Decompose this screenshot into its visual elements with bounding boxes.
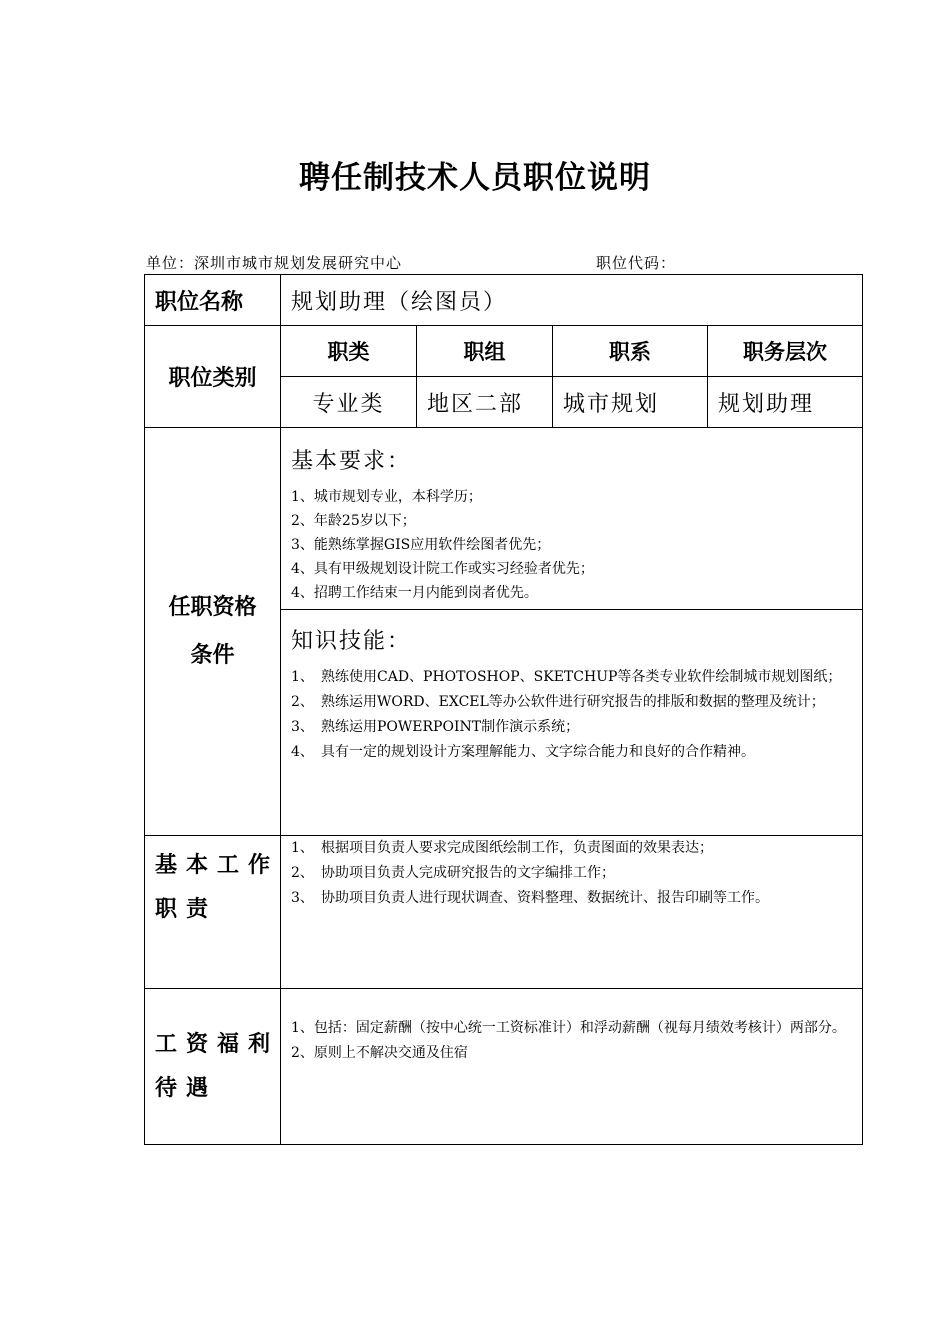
unit-line: 单位：深圳市城市规划发展研究中心 [146,254,403,272]
position-name-label: 职位名称 [145,275,281,326]
skill-item-text: 熟练使用CAD、PHOTOSHOP、SKETCHUP等各类专业软件绘制城市规划图纸； [321,669,842,685]
skill-item-text: 具有一定的规划设计方案理解能力、文字综合能力和良好的合作精神。 [321,744,755,760]
document-title: 聘任制技术人员职位说明 [299,160,651,196]
basic-requirements-row [145,428,863,610]
salary-label-line1: 工资福利 [155,1031,280,1057]
skill-item-text: 熟练运用POWERPOINT制作演示系统； [321,719,580,735]
position-name-row [145,275,863,326]
qualifications-label-line1: 任职资格 [168,594,257,620]
skill-item-number: 1、 [291,669,314,685]
category-value-class: 专业类 [281,377,417,428]
duty-item [291,836,854,861]
position-name-value: 规划助理（绘图员） [281,275,863,326]
skill-item [291,715,854,740]
duties-label-line1: 基本工作 [155,853,280,878]
duty-item [291,886,854,911]
duty-item [291,861,854,886]
duty-item-text: 协助项目负责人完成研究报告的文字编排工作； [321,865,615,881]
salary-row [145,989,863,1145]
salary-item: 1、包括：固定薪酬（按中心统一工资标准计）和浮动薪酬（视每月绩效考核计）两部分。 [291,1020,846,1036]
duty-item-number: 1、 [291,840,314,856]
duties-cell [281,836,863,989]
category-label: 职位类别 [145,326,281,428]
category-value-level: 规划助理 [708,377,863,428]
category-header-level: 职务层次 [708,326,863,377]
duty-item-text: 协助项目负责人进行现状调查、资料整理、数据统计、报告印刷等工作。 [321,890,769,906]
position-code-line: 职位代码： [596,254,677,272]
basic-item: 4、招聘工作结束一月内能到岗者优先。 [291,585,538,601]
skill-item [291,665,854,690]
basic-item: 4、具有甲级规划设计院工作或实习经验者优先； [291,561,594,577]
skill-item-number: 2、 [291,694,314,710]
skill-item-text: 熟练运用WORD、EXCEL等办公软件进行研究报告的排版和数据的整理及统计； [321,694,825,710]
salary-label [145,989,281,1145]
category-header-class: 职类 [281,326,417,377]
qualifications-label-line2: 条件 [190,642,235,668]
skill-item [291,740,854,765]
basic-item: 3、能熟练掌握GIS应用软件绘图者优先； [291,537,551,553]
duty-item-text: 根据项目负责人要求完成图纸绘制工作，负责图面的效果表达； [321,840,713,856]
duties-label [145,836,281,989]
duty-item-number: 2、 [291,865,314,881]
position-table [144,274,863,1145]
basic-requirements-title: 基本要求： [291,449,412,474]
qualifications-label [145,428,281,836]
duties-row [145,836,863,989]
skills-title: 知识技能： [291,629,412,654]
skills-cell [281,610,863,836]
duty-item-number: 3、 [291,890,314,906]
salary-label-line2: 待遇 [155,1075,218,1101]
skill-item [291,690,854,715]
category-value-group: 地区二部 [417,377,553,428]
category-header-group: 职组 [417,326,553,377]
category-header-row [145,326,863,377]
basic-item: 1、城市规划专业，本科学历； [291,489,482,505]
skill-item-number: 4、 [291,744,314,760]
category-header-series: 职系 [553,326,708,377]
basic-requirements-cell [281,428,863,610]
basic-item: 2、年龄25岁以下； [291,513,416,529]
category-value-series: 城市规划 [553,377,708,428]
duties-label-line2: 职责 [155,897,218,922]
salary-item: 2、原则上不解决交通及住宿 [291,1045,468,1061]
salary-cell [281,989,863,1145]
skill-item-number: 3、 [291,719,314,735]
